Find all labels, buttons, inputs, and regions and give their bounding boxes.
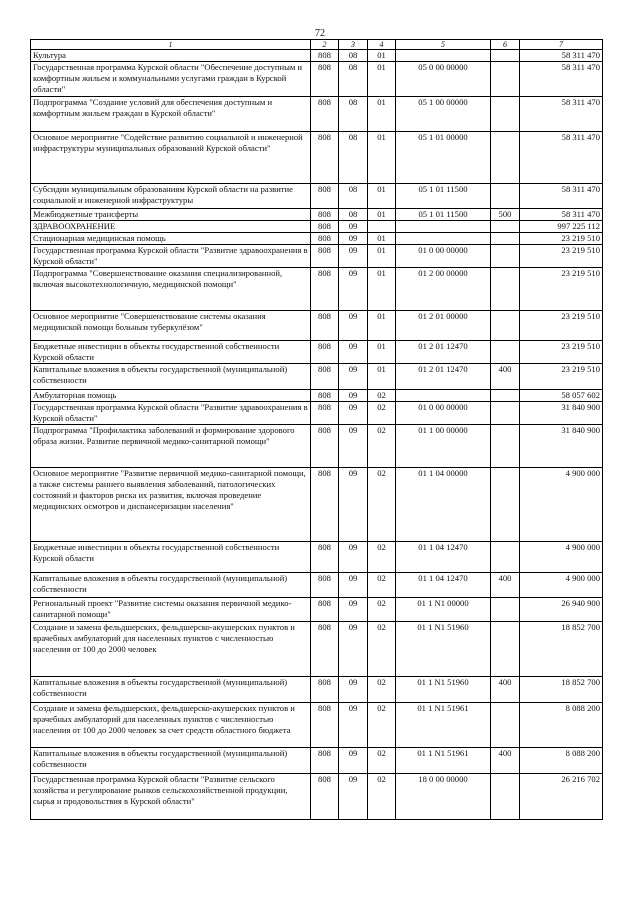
row-admin-code: 808 [311, 209, 339, 221]
row-subsection: 01 [368, 209, 396, 221]
row-subsection: 01 [368, 341, 396, 364]
row-amount: 58 311 470 [520, 184, 603, 209]
table-row [31, 573, 603, 598]
row-name: Создание и замена фельдшерских, фельдшерско-акушерских пунктов и врачебных амбулаторий для населенных пунктов с численностью населения от 100 до 2000 человек за счет средств областного бюджета [31, 703, 311, 748]
row-amount: 31 840 900 [520, 402, 603, 425]
row-section: 09 [339, 311, 368, 341]
row-name: Государственная программа Курской области "Развитие здравоохранения в Курской области" [31, 245, 311, 268]
row-name: Основное мероприятие "Развитие первичной медико-санитарной помощи, а также системы раннего выявления заболеваний, патологических состояний и факторов риска их развития, включая проведение медицинских осмотров и диспансеризации населения" [31, 468, 311, 542]
row-expense-type [491, 341, 520, 364]
table-row [31, 748, 603, 774]
row-admin-code: 808 [311, 132, 339, 184]
row-section: 08 [339, 184, 368, 209]
row-section: 09 [339, 221, 368, 233]
row-expense-type [491, 425, 520, 468]
row-section: 08 [339, 50, 368, 62]
table-row [31, 425, 603, 468]
row-admin-code: 808 [311, 542, 339, 573]
row-expense-type [491, 390, 520, 402]
table-row [31, 245, 603, 268]
row-target-article: 01 0 00 00000 [396, 402, 491, 425]
row-section: 09 [339, 341, 368, 364]
row-amount: 23 219 510 [520, 341, 603, 364]
header-col-2: 2 [311, 40, 339, 50]
row-expense-type [491, 542, 520, 573]
row-admin-code: 808 [311, 622, 339, 677]
table-row [31, 132, 603, 184]
row-amount: 58 311 470 [520, 97, 603, 132]
table-row [31, 97, 603, 132]
row-admin-code: 808 [311, 311, 339, 341]
row-target-article [396, 233, 491, 245]
row-subsection: 01 [368, 62, 396, 97]
table-row [31, 542, 603, 573]
row-target-article: 01 1 N1 51961 [396, 748, 491, 774]
row-name: Подпрограмма "Совершенствование оказания специализированной, включая высокотехнологичную, медицинской помощи" [31, 268, 311, 311]
row-amount: 4 900 000 [520, 468, 603, 542]
row-admin-code: 808 [311, 774, 339, 820]
row-expense-type: 500 [491, 209, 520, 221]
table-row [31, 703, 603, 748]
row-amount: 26 940 900 [520, 598, 603, 622]
row-admin-code: 808 [311, 598, 339, 622]
row-name: Основное мероприятие "Содействие развитию социальной и инженерной инфраструктуры муниципальных образований Курской области" [31, 132, 311, 184]
row-name: ЗДРАВООХРАНЕНИЕ [31, 221, 311, 233]
table-row [31, 50, 603, 62]
row-target-article: 18 0 00 00000 [396, 774, 491, 820]
row-name: Капитальные вложения в объекты государственной (муниципальной) собственности [31, 364, 311, 390]
row-subsection: 02 [368, 622, 396, 677]
row-amount: 23 219 510 [520, 311, 603, 341]
row-amount: 58 311 470 [520, 209, 603, 221]
row-name: Культура [31, 50, 311, 62]
row-name: Бюджетные инвестиции в объекты государственной собственности Курской области [31, 542, 311, 573]
row-admin-code: 808 [311, 573, 339, 598]
header-col-3: 3 [339, 40, 368, 50]
row-name: Капитальные вложения в объекты государственной (муниципальной) собственности [31, 748, 311, 774]
table-row [31, 774, 603, 820]
row-subsection: 02 [368, 598, 396, 622]
row-target-article: 01 0 00 00000 [396, 245, 491, 268]
table-row [31, 402, 603, 425]
row-admin-code: 808 [311, 268, 339, 311]
row-target-article: 01 1 04 12470 [396, 573, 491, 598]
row-amount: 58 311 470 [520, 132, 603, 184]
row-target-article: 01 1 00 00000 [396, 425, 491, 468]
row-expense-type [491, 311, 520, 341]
row-subsection: 01 [368, 97, 396, 132]
row-admin-code: 808 [311, 748, 339, 774]
table-row [31, 598, 603, 622]
row-target-article: 01 1 N1 51961 [396, 703, 491, 748]
row-subsection: 02 [368, 677, 396, 703]
row-target-article [396, 221, 491, 233]
row-expense-type [491, 221, 520, 233]
row-admin-code: 808 [311, 341, 339, 364]
row-section: 09 [339, 402, 368, 425]
row-name: Региональный проект "Развитие системы оказания первичной медико-санитарной помощи" [31, 598, 311, 622]
header-col-4: 4 [368, 40, 396, 50]
row-name: Государственная программа Курской области "Обеспечение доступным и комфортным жильем и коммунальными услугами граждан в Курской области" [31, 62, 311, 97]
row-admin-code: 808 [311, 62, 339, 97]
row-amount: 26 216 702 [520, 774, 603, 820]
table-row [31, 390, 603, 402]
row-section: 09 [339, 598, 368, 622]
row-expense-type [491, 703, 520, 748]
row-expense-type: 400 [491, 748, 520, 774]
row-subsection: 02 [368, 703, 396, 748]
row-section: 09 [339, 364, 368, 390]
header-col-5: 5 [396, 40, 491, 50]
row-expense-type: 400 [491, 364, 520, 390]
row-target-article: 01 1 04 00000 [396, 468, 491, 542]
row-expense-type [491, 62, 520, 97]
row-amount: 31 840 900 [520, 425, 603, 468]
row-subsection: 02 [368, 390, 396, 402]
row-target-article: 01 2 00 00000 [396, 268, 491, 311]
table-row [31, 184, 603, 209]
row-admin-code: 808 [311, 390, 339, 402]
row-admin-code: 808 [311, 703, 339, 748]
row-expense-type [491, 268, 520, 311]
row-admin-code: 808 [311, 677, 339, 703]
row-section: 09 [339, 677, 368, 703]
row-name: Стационарная медицинская помощь [31, 233, 311, 245]
row-expense-type [491, 233, 520, 245]
row-target-article: 01 2 01 12470 [396, 341, 491, 364]
table-row [31, 209, 603, 221]
row-admin-code: 808 [311, 245, 339, 268]
row-amount: 8 088 200 [520, 703, 603, 748]
row-target-article: 05 0 00 00000 [396, 62, 491, 97]
row-name: Создание и замена фельдшерских, фельдшерско-акушерских пунктов и врачебных амбулаторий для населенных пунктов с численностью населения от 100 до 2000 человек [31, 622, 311, 677]
row-section: 09 [339, 622, 368, 677]
row-target-article [396, 390, 491, 402]
row-subsection [368, 221, 396, 233]
table-row [31, 62, 603, 97]
row-expense-type [491, 774, 520, 820]
row-section: 09 [339, 703, 368, 748]
row-subsection: 02 [368, 468, 396, 542]
row-target-article: 01 1 N1 51960 [396, 677, 491, 703]
table-row [31, 341, 603, 364]
row-name: Межбюджетные трансферты [31, 209, 311, 221]
row-section: 09 [339, 542, 368, 573]
row-section: 09 [339, 390, 368, 402]
row-name: Капитальные вложения в объекты государственной (муниципальной) собственности [31, 677, 311, 703]
row-subsection: 02 [368, 774, 396, 820]
row-expense-type [491, 132, 520, 184]
table-header-row [31, 40, 603, 50]
row-target-article: 05 1 01 11500 [396, 184, 491, 209]
header-col-7: 7 [520, 40, 603, 50]
row-name: Государственная программа Курской области "Развитие сельского хозяйства и регулирование рынков сельскохозяйственной продукции, сырья и продовольствия в Курской области" [31, 774, 311, 820]
row-section: 09 [339, 774, 368, 820]
row-amount: 58 057 602 [520, 390, 603, 402]
row-section: 08 [339, 209, 368, 221]
page-number: 72 [315, 28, 325, 39]
row-subsection: 02 [368, 542, 396, 573]
row-amount: 18 852 700 [520, 622, 603, 677]
row-target-article: 01 1 N1 51960 [396, 622, 491, 677]
row-expense-type [491, 598, 520, 622]
row-name: Основное мероприятие "Совершенствование системы оказания медицинской помощи больным туберкулёзом" [31, 311, 311, 341]
row-subsection: 02 [368, 573, 396, 598]
row-section: 09 [339, 425, 368, 468]
row-amount: 8 088 200 [520, 748, 603, 774]
table-row [31, 268, 603, 311]
table-row [31, 364, 603, 390]
row-amount: 18 852 700 [520, 677, 603, 703]
row-expense-type: 400 [491, 573, 520, 598]
row-expense-type [491, 622, 520, 677]
row-amount: 58 311 470 [520, 50, 603, 62]
row-subsection: 01 [368, 233, 396, 245]
row-admin-code: 808 [311, 184, 339, 209]
row-admin-code: 808 [311, 425, 339, 468]
table-row [31, 233, 603, 245]
table-row [31, 468, 603, 542]
row-name: Государственная программа Курской области "Развитие здравоохранения в Курской области" [31, 402, 311, 425]
row-target-article: 05 1 01 00000 [396, 132, 491, 184]
row-expense-type [491, 468, 520, 542]
row-target-article: 05 1 01 11500 [396, 209, 491, 221]
row-amount: 4 900 000 [520, 542, 603, 573]
row-amount: 58 311 470 [520, 62, 603, 97]
row-amount: 23 219 510 [520, 364, 603, 390]
row-name: Амбулаторная помощь [31, 390, 311, 402]
row-name: Подпрограмма "Создание условий для обеспечения доступным и комфортным жильем граждан в Курской области" [31, 97, 311, 132]
row-subsection: 01 [368, 245, 396, 268]
row-section: 09 [339, 268, 368, 311]
row-expense-type: 400 [491, 677, 520, 703]
row-admin-code: 808 [311, 364, 339, 390]
row-amount: 23 219 510 [520, 268, 603, 311]
row-target-article: 01 1 N1 00000 [396, 598, 491, 622]
row-subsection: 01 [368, 268, 396, 311]
row-name: Бюджетные инвестиции в объекты государственной собственности Курской области [31, 341, 311, 364]
row-name: Субсидии муниципальным образованиям Курской области на развитие социальной и инженерной инфраструктуры [31, 184, 311, 209]
row-section: 08 [339, 62, 368, 97]
row-expense-type [491, 97, 520, 132]
row-subsection: 01 [368, 364, 396, 390]
header-col-6: 6 [491, 40, 520, 50]
row-name: Капитальные вложения в объекты государственной (муниципальной) собственности [31, 573, 311, 598]
row-admin-code: 808 [311, 233, 339, 245]
row-subsection: 01 [368, 132, 396, 184]
row-section: 09 [339, 573, 368, 598]
row-subsection: 01 [368, 311, 396, 341]
row-admin-code: 808 [311, 468, 339, 542]
budget-table [30, 39, 603, 820]
header-col-1: 1 [31, 40, 311, 50]
row-subsection: 01 [368, 50, 396, 62]
row-target-article: 01 2 01 00000 [396, 311, 491, 341]
row-expense-type [491, 245, 520, 268]
row-section: 08 [339, 132, 368, 184]
row-admin-code: 808 [311, 402, 339, 425]
row-expense-type [491, 402, 520, 425]
row-amount: 23 219 510 [520, 245, 603, 268]
row-section: 08 [339, 97, 368, 132]
row-section: 09 [339, 233, 368, 245]
row-expense-type [491, 50, 520, 62]
row-admin-code: 808 [311, 221, 339, 233]
row-target-article: 01 1 04 12470 [396, 542, 491, 573]
row-subsection: 01 [368, 184, 396, 209]
table-row [31, 677, 603, 703]
row-subsection: 02 [368, 748, 396, 774]
table-row [31, 622, 603, 677]
row-target-article [396, 50, 491, 62]
row-admin-code: 808 [311, 97, 339, 132]
row-target-article: 05 1 00 00000 [396, 97, 491, 132]
row-admin-code: 808 [311, 50, 339, 62]
row-section: 09 [339, 245, 368, 268]
row-expense-type [491, 184, 520, 209]
row-section: 09 [339, 468, 368, 542]
row-subsection: 02 [368, 402, 396, 425]
table-row [31, 311, 603, 341]
row-amount: 4 900 000 [520, 573, 603, 598]
row-amount: 997 225 112 [520, 221, 603, 233]
row-amount: 23 219 510 [520, 233, 603, 245]
table-row [31, 221, 603, 233]
row-section: 09 [339, 748, 368, 774]
row-subsection: 02 [368, 425, 396, 468]
row-target-article: 01 2 01 12470 [396, 364, 491, 390]
row-name: Подпрограмма "Профилактика заболеваний и формирование здорового образа жизни. Развитие первичной медико-санитарной помощи" [31, 425, 311, 468]
